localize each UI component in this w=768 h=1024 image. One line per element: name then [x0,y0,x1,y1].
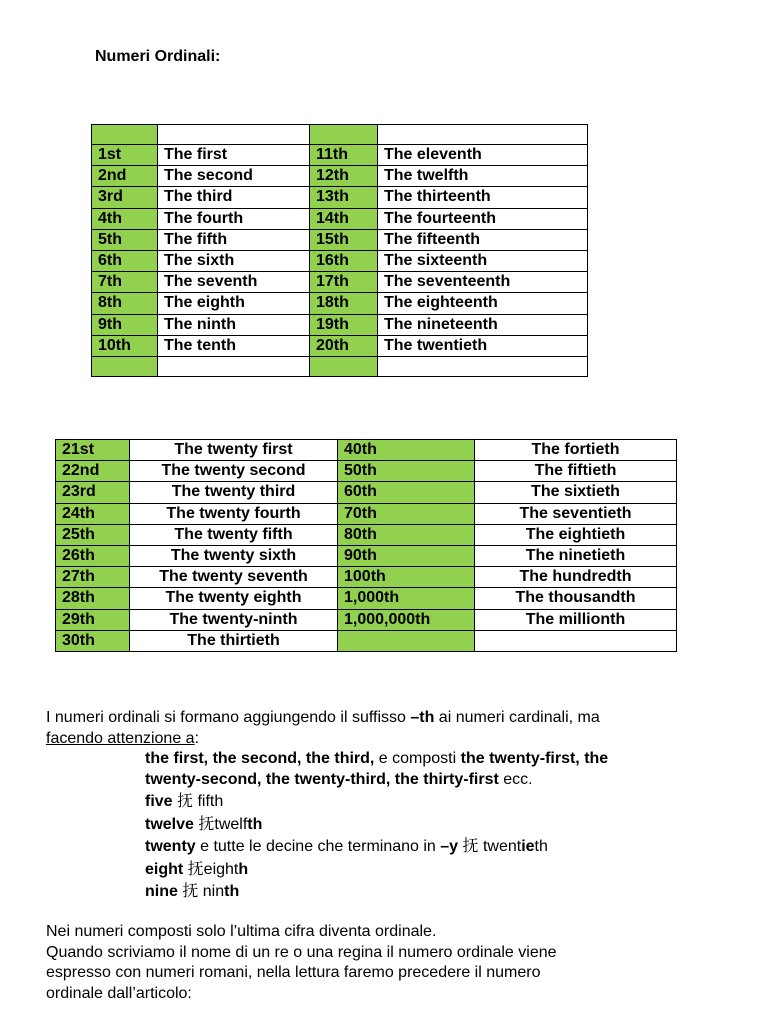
table-cell: 26th [56,546,130,567]
table-cell: The sixteenth [378,251,588,272]
table-cell: 70th [338,503,475,524]
table-cell: 19th [310,314,378,335]
table-cell: 29th [56,609,130,630]
table-row [56,588,677,609]
table-cell: The twelfth [378,166,588,187]
table-cell: 1,000,000th [338,609,475,630]
table-row [56,524,677,545]
table-row [92,145,588,166]
table-cell: The millionth [475,609,677,630]
table-cell: The hundredth [475,567,677,588]
table-cell: 16th [310,251,378,272]
list-item: twenty-second, the twenty-third, the thirty-first ecc. [145,770,533,788]
table-cell: 23rd [56,482,130,503]
table-row [92,357,588,377]
table-cell: 11th [310,145,378,166]
table-cell: The seventh [158,272,310,293]
table-cell: The thirteenth [378,187,588,208]
table-cell: The eleventh [378,145,588,166]
table-cell: 60th [338,482,475,503]
table-cell: 30th [56,630,130,651]
table-row [92,229,588,250]
page-title: Numeri Ordinali: [95,48,221,65]
table-cell: 25th [56,524,130,545]
table-cell: The sixth [158,251,310,272]
table-row [56,482,677,503]
table-cell: 13th [310,187,378,208]
table-cell: The tenth [158,335,310,356]
table-cell: The fourth [158,208,310,229]
table-row [92,125,588,145]
table-cell: The fiftieth [475,461,677,482]
table-cell: 20th [310,335,378,356]
ordinals-table-21-plus [55,439,677,652]
table-cell: The fortieth [475,440,677,461]
table-cell: The fifteenth [378,229,588,250]
table-row [56,630,677,651]
table-cell: 10th [92,335,158,356]
table-cell [475,630,677,651]
table-cell: The thirtieth [130,630,338,651]
table-row [56,503,677,524]
table-cell: The twenty seventh [130,567,338,588]
table-cell: The third [158,187,310,208]
table-cell: 3rd [92,187,158,208]
table-cell: The twenty sixth [130,546,338,567]
table-cell: The twenty second [130,461,338,482]
table-cell: 7th [92,272,158,293]
table-row [56,461,677,482]
list-item: eight 抚eighth [145,860,249,878]
table-cell: The seventeenth [378,272,588,293]
table-cell [338,630,475,651]
list-item: the first, the second, the third, e composti the twenty-first, the [145,750,609,767]
table-cell: 5th [92,229,158,250]
table-cell: The fifth [158,229,310,250]
table-row [92,314,588,335]
table-cell: 1,000th [338,588,475,609]
table-cell: 100th [338,567,475,588]
table-cell: The eightieth [475,524,677,545]
table-cell: The eighth [158,293,310,314]
list-item: nine 抚 ninth [145,883,240,900]
table-cell: 18th [310,293,378,314]
table-cell: 90th [338,546,475,567]
table-cell: The twentieth [378,335,588,356]
explanation-paragraph: I numeri ordinali si formano aggiungendo il suffisso –th ai numeri cardinali, ma facendo attenzione a: [46,709,600,747]
list-item: five 抚 fifth [145,793,224,810]
table-cell: The twenty eighth [130,588,338,609]
table-cell: The first [158,145,310,166]
table-row [56,546,677,567]
table-cell: The fourteenth [378,208,588,229]
table-cell: 1st [92,145,158,166]
examples-list [145,748,608,904]
table-cell: The sixtieth [475,482,677,503]
table-row [56,609,677,630]
table-cell: 9th [92,314,158,335]
table-cell: 8th [92,293,158,314]
table-cell: 2nd [92,166,158,187]
table-cell: 6th [92,251,158,272]
table-cell: 17th [310,272,378,293]
table-cell: The ninth [158,314,310,335]
table-row [92,335,588,356]
table-cell: The twenty fifth [130,524,338,545]
table-row [92,187,588,208]
table-cell: The eighteenth [378,293,588,314]
table-cell: The twenty fourth [130,503,338,524]
table-cell: 24th [56,503,130,524]
table-cell: 50th [338,461,475,482]
table-row [56,440,677,461]
table-row [92,251,588,272]
table-cell: The seventieth [475,503,677,524]
table-cell: 4th [92,208,158,229]
table-row [92,272,588,293]
table-cell: The second [158,166,310,187]
table-cell: The ninetieth [475,546,677,567]
table-cell: The thousandth [475,588,677,609]
table-cell: The nineteenth [378,314,588,335]
list-item: twenty e tutte le decine che terminano in –y 抚 twentieth [145,838,548,855]
table-row [92,166,588,187]
table-cell: 27th [56,567,130,588]
table-cell: 15th [310,229,378,250]
table-cell: 21st [56,440,130,461]
table-cell: The twenty-ninth [130,609,338,630]
closing-paragraph: Nei numeri composti solo l’ultima cifra diventa ordinale. Quando scriviamo il nome di un re o una regina il numero ordinale viene espresso con numeri romani, nella lettura faremo precedere il numero ordinale dall’articolo: [46,923,557,1002]
table-row [92,293,588,314]
table-cell: 80th [338,524,475,545]
table-cell: 12th [310,166,378,187]
table-cell: The twenty first [130,440,338,461]
table-cell: 28th [56,588,130,609]
table-cell: 22nd [56,461,130,482]
table-row [92,208,588,229]
table-cell: 14th [310,208,378,229]
list-item: twelve 抚twelfth [145,815,263,833]
table-cell: The twenty third [130,482,338,503]
table-row [56,567,677,588]
table-cell: 40th [338,440,475,461]
ordinals-table-1-20 [91,124,588,377]
